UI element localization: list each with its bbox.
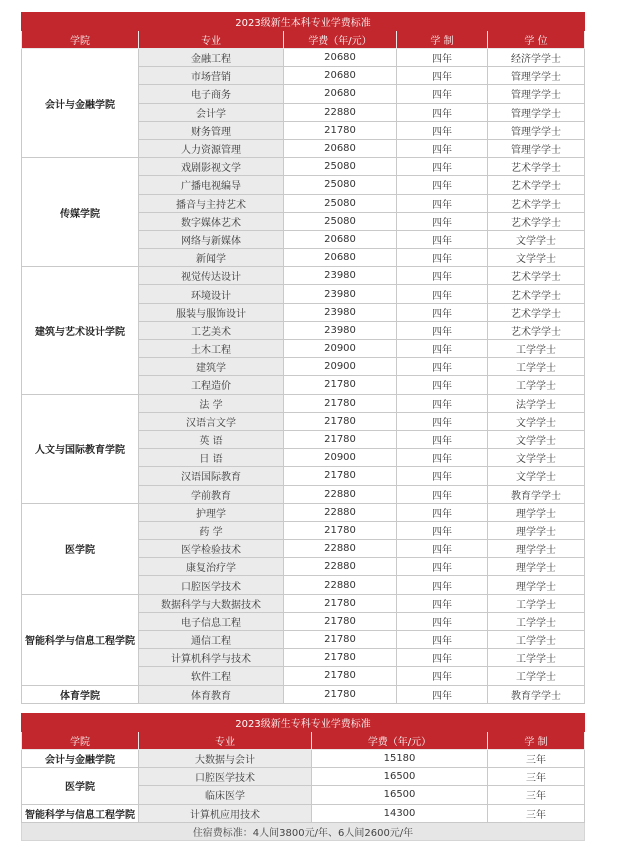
major-cell: 电子商务 (139, 85, 284, 103)
deg-cell: 管理学学士 (488, 85, 585, 103)
dur-cell: 四年 (397, 340, 488, 358)
deg-cell: 文学学士 (488, 430, 585, 448)
fee-cell: 20900 (284, 358, 397, 376)
dur-cell: 四年 (397, 249, 488, 267)
header-major: 专业 (139, 31, 284, 49)
dur-cell: 四年 (397, 230, 488, 248)
table-row (22, 49, 585, 67)
major-cell: 日 语 (139, 449, 284, 467)
deg-cell: 工学学士 (488, 612, 585, 630)
fee-cell: 22880 (284, 103, 397, 121)
fee-cell: 23980 (284, 303, 397, 321)
header-college: 学院 (22, 31, 139, 49)
major-cell: 工艺美术 (139, 321, 284, 339)
fee-cell: 25080 (284, 212, 397, 230)
table-row (22, 267, 585, 285)
major-cell: 会计学 (139, 103, 284, 121)
major-cell: 土木工程 (139, 340, 284, 358)
fee-cell: 22880 (284, 558, 397, 576)
header-major: 专业 (139, 732, 312, 750)
fee-cell: 20900 (284, 340, 397, 358)
major-cell: 药 学 (139, 521, 284, 539)
header-college: 学院 (22, 732, 139, 750)
major-cell: 戏剧影视文学 (139, 158, 284, 176)
table-row (22, 394, 585, 412)
dur-cell: 四年 (397, 85, 488, 103)
major-cell: 播音与主持艺术 (139, 194, 284, 212)
deg-cell: 艺术学学士 (488, 158, 585, 176)
deg-cell: 工学学士 (488, 358, 585, 376)
dur-cell: 四年 (397, 158, 488, 176)
major-cell: 新闻学 (139, 249, 284, 267)
fee-cell: 20680 (284, 249, 397, 267)
deg-cell: 教育学学士 (488, 685, 585, 703)
deg-cell: 法学学士 (488, 394, 585, 412)
fee-cell: 25080 (284, 158, 397, 176)
deg-cell: 艺术学学士 (488, 285, 585, 303)
major-cell: 市场营销 (139, 67, 284, 85)
major-cell: 大数据与会计 (139, 750, 312, 768)
deg-cell: 理学学士 (488, 558, 585, 576)
major-cell: 英 语 (139, 430, 284, 448)
major-cell: 人力资源管理 (139, 139, 284, 157)
major-cell: 医学检验技术 (139, 540, 284, 558)
deg-cell: 艺术学学士 (488, 176, 585, 194)
dur-cell: 三年 (488, 768, 585, 786)
dur-cell: 四年 (397, 449, 488, 467)
major-cell: 计算机科学与技术 (139, 649, 284, 667)
fee-cell: 25080 (284, 194, 397, 212)
dur-cell: 四年 (397, 430, 488, 448)
major-cell: 体育教育 (139, 685, 284, 703)
dur-cell: 四年 (397, 503, 488, 521)
vocational-fee-table (21, 713, 585, 841)
college-cell: 会计与金融学院 (22, 750, 139, 768)
fee-cell: 20680 (284, 230, 397, 248)
table-row (22, 503, 585, 521)
fee-cell: 21780 (284, 412, 397, 430)
dur-cell: 四年 (397, 576, 488, 594)
fee-cell: 25080 (284, 176, 397, 194)
fee-cell: 21780 (284, 612, 397, 630)
dur-cell: 四年 (397, 49, 488, 67)
college-cell: 智能科学与信息工程学院 (22, 594, 139, 685)
deg-cell: 工学学士 (488, 376, 585, 394)
fee-cell: 20680 (284, 139, 397, 157)
deg-cell: 文学学士 (488, 467, 585, 485)
dur-cell: 四年 (397, 358, 488, 376)
major-cell: 服装与服饰设计 (139, 303, 284, 321)
fee-cell: 22880 (284, 576, 397, 594)
deg-cell: 工学学士 (488, 631, 585, 649)
deg-cell: 工学学士 (488, 340, 585, 358)
table-row (22, 158, 585, 176)
college-cell: 智能科学与信息工程学院 (22, 804, 139, 822)
fee-cell: 22880 (284, 503, 397, 521)
major-cell: 汉语国际教育 (139, 467, 284, 485)
table-row (22, 594, 585, 612)
deg-cell: 文学学士 (488, 230, 585, 248)
deg-cell: 艺术学学士 (488, 194, 585, 212)
dur-cell: 四年 (397, 176, 488, 194)
major-cell: 学前教育 (139, 485, 284, 503)
major-cell: 通信工程 (139, 631, 284, 649)
fee-cell: 21780 (284, 121, 397, 139)
dur-cell: 四年 (397, 285, 488, 303)
dur-cell: 四年 (397, 67, 488, 85)
deg-cell: 理学学士 (488, 521, 585, 539)
major-cell: 康复治疗学 (139, 558, 284, 576)
fee-cell: 21780 (284, 430, 397, 448)
dur-cell: 四年 (397, 540, 488, 558)
dur-cell: 四年 (397, 267, 488, 285)
undergrad-table-title: 2023级新生本科专业学费标准 (22, 13, 585, 31)
fee-cell: 21780 (284, 467, 397, 485)
fee-cell: 21780 (284, 594, 397, 612)
dur-cell: 三年 (488, 786, 585, 804)
fee-cell: 21780 (284, 376, 397, 394)
dur-cell: 三年 (488, 750, 585, 768)
dur-cell: 四年 (397, 394, 488, 412)
header-fee: 学费（年/元） (284, 31, 397, 49)
major-cell: 口腔医学技术 (139, 768, 312, 786)
major-cell: 网络与新媒体 (139, 230, 284, 248)
deg-cell: 管理学学士 (488, 67, 585, 85)
major-cell: 口腔医学技术 (139, 576, 284, 594)
college-cell: 医学院 (22, 768, 139, 804)
dur-cell: 四年 (397, 139, 488, 157)
dormitory-fee-note: 住宿费标准：4人间3800元/年、6人间2600元/年 (22, 822, 585, 840)
major-cell: 财务管理 (139, 121, 284, 139)
major-cell: 数据科学与大数据技术 (139, 594, 284, 612)
fee-cell: 23980 (284, 321, 397, 339)
fee-cell: 23980 (284, 267, 397, 285)
major-cell: 金融工程 (139, 49, 284, 67)
deg-cell: 工学学士 (488, 649, 585, 667)
deg-cell: 理学学士 (488, 503, 585, 521)
deg-cell: 管理学学士 (488, 103, 585, 121)
college-cell: 体育学院 (22, 685, 139, 703)
dur-cell: 四年 (397, 103, 488, 121)
dur-cell: 四年 (397, 121, 488, 139)
college-cell: 会计与金融学院 (22, 49, 139, 158)
table-row (22, 750, 585, 768)
deg-cell: 艺术学学士 (488, 303, 585, 321)
table-row (22, 685, 585, 703)
header-degree: 学 位 (488, 31, 585, 49)
undergrad-fee-table (21, 12, 585, 704)
deg-cell: 经济学学士 (488, 49, 585, 67)
dur-cell: 四年 (397, 412, 488, 430)
major-cell: 广播电视编导 (139, 176, 284, 194)
dur-cell: 四年 (397, 376, 488, 394)
deg-cell: 艺术学学士 (488, 212, 585, 230)
dur-cell: 四年 (397, 594, 488, 612)
fee-cell: 22880 (284, 485, 397, 503)
college-cell: 医学院 (22, 503, 139, 594)
fee-cell: 21780 (284, 685, 397, 703)
deg-cell: 文学学士 (488, 449, 585, 467)
dur-cell: 四年 (397, 612, 488, 630)
major-cell: 建筑学 (139, 358, 284, 376)
dur-cell: 三年 (488, 804, 585, 822)
college-cell: 人文与国际教育学院 (22, 394, 139, 503)
vocational-table-title: 2023级新生专科专业学费标准 (22, 714, 585, 732)
fee-cell: 16500 (312, 768, 488, 786)
deg-cell: 文学学士 (488, 249, 585, 267)
fee-cell: 21780 (284, 394, 397, 412)
table-row (22, 768, 585, 786)
fee-cell: 21780 (284, 667, 397, 685)
major-cell: 法 学 (139, 394, 284, 412)
fee-cell: 21780 (284, 521, 397, 539)
dur-cell: 四年 (397, 649, 488, 667)
fee-cell: 21780 (284, 631, 397, 649)
major-cell: 环境设计 (139, 285, 284, 303)
fee-cell: 20900 (284, 449, 397, 467)
dur-cell: 四年 (397, 194, 488, 212)
fee-cell: 23980 (284, 285, 397, 303)
header-fee: 学费（年/元） (312, 732, 488, 750)
fee-cell: 21780 (284, 649, 397, 667)
deg-cell: 管理学学士 (488, 139, 585, 157)
major-cell: 工程造价 (139, 376, 284, 394)
fee-cell: 20680 (284, 49, 397, 67)
deg-cell: 工学学士 (488, 667, 585, 685)
major-cell: 计算机应用技术 (139, 804, 312, 822)
deg-cell: 理学学士 (488, 576, 585, 594)
deg-cell: 理学学士 (488, 540, 585, 558)
major-cell: 临床医学 (139, 786, 312, 804)
deg-cell: 工学学士 (488, 594, 585, 612)
dur-cell: 四年 (397, 485, 488, 503)
dur-cell: 四年 (397, 321, 488, 339)
header-duration: 学 制 (488, 732, 585, 750)
major-cell: 数字媒体艺术 (139, 212, 284, 230)
fee-cell: 14300 (312, 804, 488, 822)
college-cell: 传媒学院 (22, 158, 139, 267)
dur-cell: 四年 (397, 467, 488, 485)
dur-cell: 四年 (397, 558, 488, 576)
major-cell: 视觉传达设计 (139, 267, 284, 285)
deg-cell: 艺术学学士 (488, 321, 585, 339)
major-cell: 电子信息工程 (139, 612, 284, 630)
deg-cell: 教育学学士 (488, 485, 585, 503)
college-cell: 建筑与艺术设计学院 (22, 267, 139, 394)
fee-cell: 22880 (284, 540, 397, 558)
fee-cell: 20680 (284, 67, 397, 85)
major-cell: 软件工程 (139, 667, 284, 685)
major-cell: 护理学 (139, 503, 284, 521)
fee-cell: 16500 (312, 786, 488, 804)
major-cell: 汉语言文学 (139, 412, 284, 430)
deg-cell: 文学学士 (488, 412, 585, 430)
dur-cell: 四年 (397, 685, 488, 703)
dur-cell: 四年 (397, 521, 488, 539)
fee-cell: 20680 (284, 85, 397, 103)
dur-cell: 四年 (397, 631, 488, 649)
fee-cell: 15180 (312, 750, 488, 768)
dur-cell: 四年 (397, 212, 488, 230)
header-duration: 学 制 (397, 31, 488, 49)
table-row (22, 804, 585, 822)
deg-cell: 管理学学士 (488, 121, 585, 139)
dur-cell: 四年 (397, 303, 488, 321)
dur-cell: 四年 (397, 667, 488, 685)
deg-cell: 艺术学学士 (488, 267, 585, 285)
